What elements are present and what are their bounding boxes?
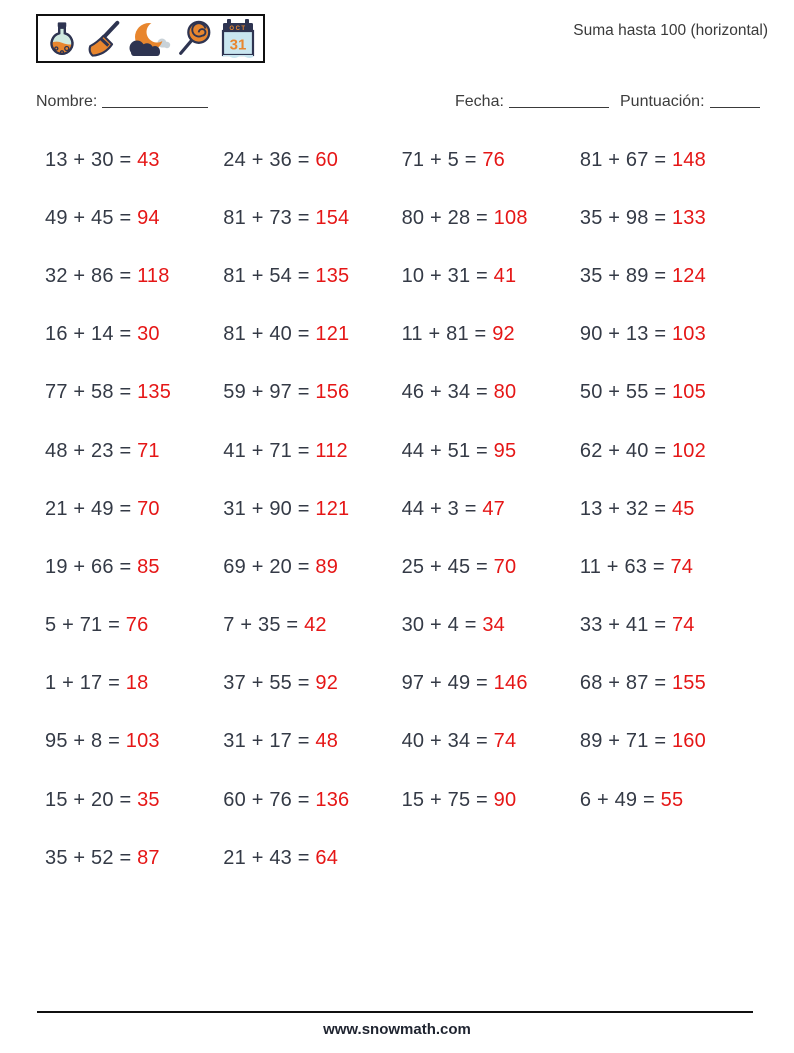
moon-cloud-icon: [127, 18, 171, 60]
problem-expression: 81 + 40 =: [223, 323, 316, 346]
problem: [580, 265, 758, 288]
problem-answer: 87: [137, 846, 160, 869]
problem: [402, 730, 580, 753]
problem-answer: 156: [315, 381, 350, 404]
problem: [402, 789, 580, 812]
problem-answer: 135: [315, 264, 350, 287]
problem: [580, 614, 758, 637]
problem-expression: 19 + 66 =: [45, 555, 138, 578]
problem-answer: 155: [671, 672, 706, 695]
page-title: Suma hasta 100 (horizontal): [573, 22, 768, 39]
problem-expression: 21 + 43 =: [223, 846, 316, 869]
problem-expression: 15 + 75 =: [401, 788, 494, 811]
potion-icon: [43, 18, 81, 60]
problem-answer: 70: [493, 555, 517, 578]
icon-box: [36, 14, 265, 63]
problem-expression: 81 + 73 =: [223, 206, 316, 229]
problem-expression: 31 + 90 =: [223, 497, 316, 520]
problem: [45, 498, 223, 521]
problem: [402, 672, 580, 695]
problem-answer: 135: [137, 381, 172, 404]
problem-answer: 42: [304, 614, 327, 637]
problem-expression: 81 + 54 =: [223, 264, 316, 287]
problem: [45, 323, 223, 346]
date-blank-line: [509, 105, 609, 108]
problem-expression: 95 + 8 =: [45, 730, 126, 753]
problem-expression: 44 + 3 =: [401, 497, 483, 520]
problem-answer: 94: [137, 206, 160, 229]
problem-answer: 133: [671, 206, 706, 229]
problem-answer: 136: [315, 788, 350, 811]
name-label: Nombre:: [36, 93, 98, 110]
problem-answer: 105: [671, 381, 706, 404]
broom-icon: [85, 18, 123, 60]
problem-expression: 11 + 63 =: [579, 555, 671, 578]
problem-answer: 160: [671, 730, 706, 753]
problem-answer: 103: [125, 730, 160, 753]
problem-answer: 118: [137, 264, 170, 287]
problem-answer: 124: [671, 264, 706, 287]
problem-expression: 41 + 71 =: [223, 439, 316, 462]
problem-expression: 60 + 76 =: [223, 788, 316, 811]
problem-expression: 15 + 20 =: [45, 788, 138, 811]
problem: [223, 381, 401, 404]
problem-expression: 11 + 81 =: [401, 323, 493, 346]
problem: [402, 556, 580, 579]
problem: [223, 556, 401, 579]
problem-answer: 121: [315, 497, 350, 520]
problem-answer: 45: [671, 497, 695, 520]
problem-expression: 44 + 51 =: [401, 439, 494, 462]
problem: [402, 498, 580, 521]
problem-expression: 50 + 55 =: [579, 381, 672, 404]
problem-expression: 62 + 40 =: [579, 439, 672, 462]
problems-grid: [45, 131, 758, 887]
problem: [45, 730, 223, 753]
problem-answer: 108: [493, 206, 528, 229]
problem: [223, 498, 401, 521]
problem: [402, 381, 580, 404]
problem-answer: 95: [493, 439, 517, 462]
problem-answer: 55: [660, 788, 684, 811]
calendar-day: 31: [229, 36, 247, 53]
problem: [402, 323, 580, 346]
problem-expression: 1 + 17 =: [45, 672, 126, 695]
problem-answer: 102: [671, 439, 706, 462]
problem-expression: 10 + 31 =: [401, 264, 494, 287]
problem: [223, 789, 401, 812]
problem-expression: 25 + 45 =: [401, 555, 494, 578]
score-field: [620, 93, 760, 111]
problem-answer: 74: [670, 555, 694, 578]
problem-expression: 80 + 28 =: [401, 206, 494, 229]
date-label: Fecha:: [455, 93, 504, 110]
problem-answer: 43: [137, 148, 160, 171]
footer-divider: [37, 1011, 753, 1013]
problem-expression: 90 + 13 =: [579, 323, 672, 346]
footer-url: www.snowmath.com: [323, 1021, 471, 1038]
problem-expression: 31 + 17 =: [223, 730, 316, 753]
problem: [402, 614, 580, 637]
problem: [45, 556, 223, 579]
problem-expression: 30 + 4 =: [401, 614, 483, 637]
problem-expression: 89 + 71 =: [579, 730, 672, 753]
problem-expression: 59 + 97 =: [223, 381, 316, 404]
problem: [223, 440, 401, 463]
problem: [580, 498, 758, 521]
problem: [402, 265, 580, 288]
problem-expression: 7 + 35 =: [223, 614, 305, 637]
name-field: [36, 93, 208, 111]
problem-expression: 71 + 5 =: [401, 148, 483, 171]
problem-answer: 148: [671, 148, 706, 171]
problem-expression: 6 + 49 =: [579, 788, 661, 811]
calendar-icon: [218, 17, 258, 61]
problem-answer: 70: [137, 497, 160, 520]
problem-answer: 80: [493, 381, 517, 404]
problem-expression: 46 + 34 =: [401, 381, 494, 404]
problem: [223, 730, 401, 753]
problem-answer: 35: [137, 788, 160, 811]
problem: [580, 381, 758, 404]
problem-expression: 35 + 89 =: [579, 264, 672, 287]
problem-answer: 154: [315, 206, 350, 229]
problem-expression: 97 + 49 =: [401, 672, 494, 695]
problem-expression: 68 + 87 =: [579, 672, 672, 695]
problem-answer: 90: [493, 788, 517, 811]
problem-answer: 103: [671, 323, 706, 346]
problem-expression: 13 + 30 =: [45, 148, 138, 171]
lollipop-icon: [176, 18, 214, 60]
problem: [223, 847, 401, 870]
problem-answer: 74: [671, 614, 695, 637]
problem-expression: 37 + 55 =: [223, 672, 316, 695]
problem: [45, 149, 223, 172]
problem: [223, 149, 401, 172]
problem: [45, 672, 223, 695]
score-blank-line: [710, 105, 760, 108]
problem-expression: 48 + 23 =: [45, 439, 138, 462]
problem-answer: 92: [492, 323, 515, 346]
problem-answer: 121: [315, 323, 350, 346]
problem-answer: 41: [493, 264, 517, 287]
date-field: [455, 93, 609, 111]
problem-expression: 40 + 34 =: [401, 730, 494, 753]
problem-expression: 5 + 71 =: [45, 614, 126, 637]
problem-answer: 48: [315, 730, 339, 753]
problem: [223, 265, 401, 288]
problem: [580, 789, 758, 812]
calendar-month: OCT: [229, 25, 247, 32]
problem: [580, 149, 758, 172]
problem: [45, 265, 223, 288]
problem-answer: 74: [493, 730, 517, 753]
problem-answer: 60: [315, 148, 339, 171]
problem-answer: 64: [315, 846, 339, 869]
problem: [223, 207, 401, 230]
problem-answer: 92: [315, 672, 339, 695]
problem-answer: 71: [137, 439, 160, 462]
problem-expression: 81 + 67 =: [579, 148, 672, 171]
problem: [45, 614, 223, 637]
problem: [402, 149, 580, 172]
problem-expression: 24 + 36 =: [223, 148, 316, 171]
problem: [402, 207, 580, 230]
problem: [45, 847, 223, 870]
problem-expression: 21 + 49 =: [45, 497, 138, 520]
problem: [580, 730, 758, 753]
problem-expression: 33 + 41 =: [579, 614, 672, 637]
problem-answer: 18: [125, 672, 149, 695]
problem-answer: 89: [315, 555, 339, 578]
problem-answer: 146: [493, 672, 528, 695]
problem: [45, 789, 223, 812]
problem-expression: 16 + 14 =: [45, 323, 138, 346]
problem-answer: 30: [137, 323, 160, 346]
problem: [402, 440, 580, 463]
problem-answer: 85: [137, 555, 160, 578]
problem: [223, 323, 401, 346]
problem-expression: 77 + 58 =: [45, 381, 138, 404]
problem: [45, 381, 223, 404]
problem-expression: 13 + 32 =: [579, 497, 672, 520]
problem-expression: 49 + 45 =: [45, 206, 138, 229]
problem: [223, 672, 401, 695]
problem: [45, 440, 223, 463]
problem-answer: 34: [482, 614, 506, 637]
problem-answer: 47: [482, 497, 506, 520]
problem-expression: 35 + 52 =: [45, 846, 138, 869]
problem-expression: 69 + 20 =: [223, 555, 316, 578]
problem: [45, 207, 223, 230]
problem-answer: 76: [482, 148, 506, 171]
problem: [580, 440, 758, 463]
problem: [580, 672, 758, 695]
problem-expression: 32 + 86 =: [45, 264, 138, 287]
problem: [580, 323, 758, 346]
problem: [223, 614, 401, 637]
problem: [580, 556, 758, 579]
problem-answer: 112: [315, 439, 348, 462]
problem: [580, 207, 758, 230]
problem-expression: 35 + 98 =: [579, 206, 672, 229]
problem-answer: 76: [125, 614, 149, 637]
name-blank-line: [102, 105, 208, 108]
score-label: Puntuación:: [620, 93, 705, 110]
